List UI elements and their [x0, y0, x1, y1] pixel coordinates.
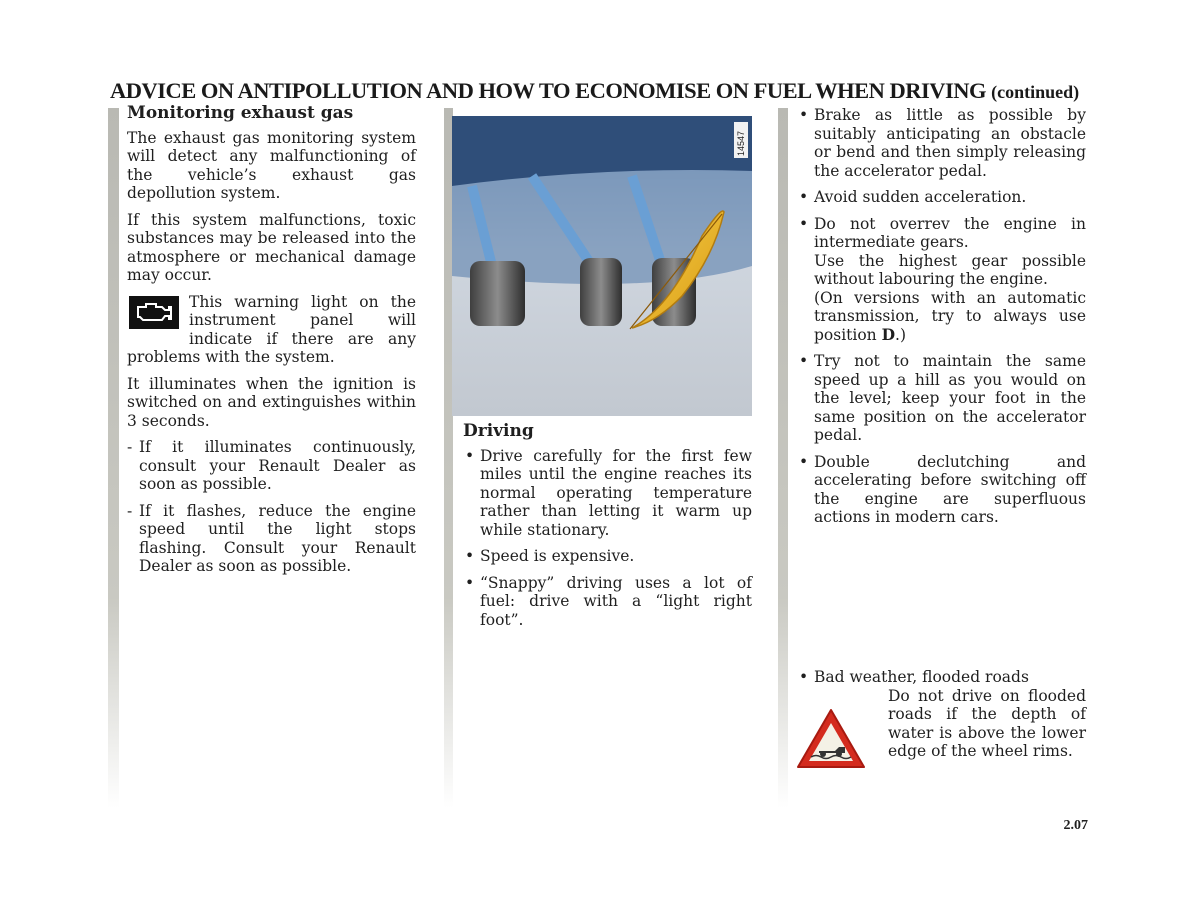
bullet-list: [797, 106, 1086, 527]
warning-light-block: [127, 293, 416, 367]
list-item: • Bad weather, flooded roads: [797, 668, 1086, 687]
list-item: • Do not overrev the engine in intermediate gears. Use the highest gear possible without labouring the engine. (On versions with an automatic transmission, try to always use position D.): [797, 215, 1086, 345]
list-item: • Drive carefully for the first few miles until the engine reaches its normal operating temperature rather than letting it warm up while stationary.: [463, 447, 752, 540]
list-item: - If it illuminates continuously, consult your Renault Dealer as soon as possible.: [127, 438, 416, 494]
list-item: - If it flashes, reduce the engine speed until the light stops flashing. Consult your Renault Dealer as soon as possible.: [127, 502, 416, 576]
bullet-list: [463, 447, 752, 630]
list-item: • Try not to maintain the same speed up a hill as you would on the level; keep your foot in the same position on the accelerator pedal.: [797, 352, 1086, 445]
list-item: • Avoid sudden acceleration.: [797, 188, 1086, 207]
engine-warning-icon: [129, 296, 179, 329]
paragraph: If this system malfunctions, toxic substances may be released into the atmosphere or mechanical damage may occur.: [127, 210, 416, 284]
column-bar-3: [778, 108, 788, 808]
list-item: • Brake as little as possible by suitably anticipating an obstacle or bend and then simply releasing the accelerator pedal.: [797, 106, 1086, 180]
flood-warning-text: Do not drive on flooded roads if the depth of water is above the lower edge of the wheel rims.: [888, 686, 1086, 760]
photo-code-label: 14547: [736, 130, 746, 156]
list-item: • Double declutching and accelerating before switching off the engine are superfluous actions in modern cars.: [797, 453, 1086, 527]
list-item: • “Snappy” driving uses a lot of fuel: drive with a “light right foot”.: [463, 574, 752, 630]
list-item: • Speed is expensive.: [463, 547, 752, 566]
page-number: 2.07: [1063, 818, 1088, 833]
flood-warning-icon: [795, 707, 867, 771]
dash-list: [127, 438, 416, 576]
column-driving: [463, 422, 752, 637]
column-bar-1: [108, 108, 119, 808]
column-monitoring: [127, 104, 416, 584]
section-heading-monitoring: Monitoring exhaust gas: [127, 103, 354, 123]
page-title: ADVICE ON ANTIPOLLUTION AND HOW TO ECONOMISE ON FUEL WHEN DRIVING (continued): [110, 78, 1080, 103]
pedals-photo: [452, 116, 752, 416]
column-tips: [797, 106, 1086, 535]
warning-light-text: This warning light on the instrument panel will indicate if there are any problems with the system.: [127, 292, 416, 366]
section-heading-driving: Driving: [463, 421, 534, 441]
flood-warning-block: [797, 668, 1086, 761]
paragraph: The exhaust gas monitoring system will detect any malfunctioning of the vehicle’s exhaust gas depollution system.: [127, 128, 416, 202]
paragraph: It illuminates when the ignition is switched on and extinguishes within 3 seconds.: [127, 374, 416, 430]
